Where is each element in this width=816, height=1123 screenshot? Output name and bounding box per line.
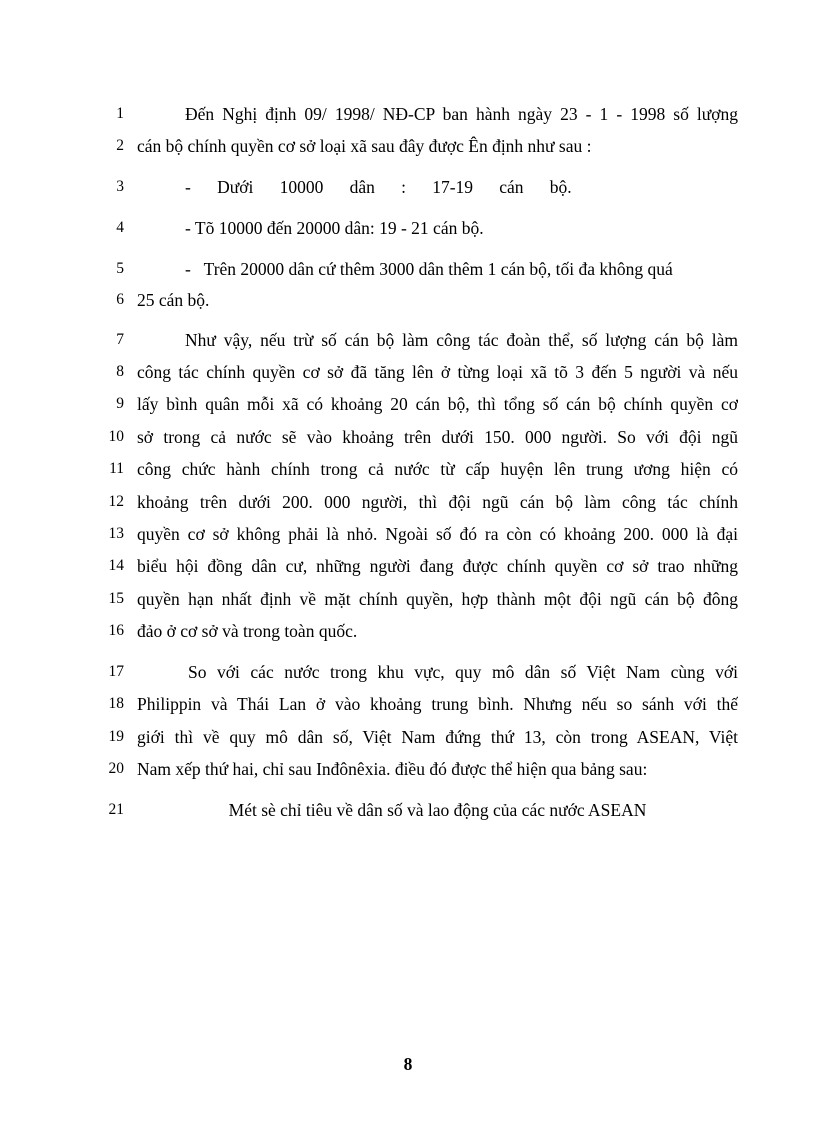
line-text: Như vậy, nếu trừ số cán bộ làm công tác đoàn thể, số lượng cán bộ làm xyxy=(185,330,738,350)
line-13 xyxy=(0,518,816,550)
line-number: 20 xyxy=(108,760,124,777)
line-text: So với các nước trong khu vực, quy mô dân số Việt Nam cùng với xyxy=(188,662,738,682)
line-number: 8 xyxy=(116,363,124,380)
line-number: 5 xyxy=(116,260,124,277)
line-text: 25 cán bộ. xyxy=(137,290,210,310)
line-11 xyxy=(0,453,816,485)
line-4 xyxy=(0,212,816,244)
line-5 xyxy=(0,253,816,285)
line-number: 1 xyxy=(116,105,124,122)
page-number: 8 xyxy=(403,1054,413,1074)
line-number: 19 xyxy=(108,728,124,745)
line-text: công tác chính quyền cơ sở đã tăng lên ở từng loại xã tõ 3 đến 5 người và nếu xyxy=(137,362,738,382)
line-2 xyxy=(0,130,816,162)
line-number: 6 xyxy=(116,291,124,308)
line-text: Nam xếp thứ hai, chỉ sau Inđônêxia. điều đó được thể hiện qua bảng sau: xyxy=(137,759,648,779)
line-number: 13 xyxy=(108,525,124,542)
line-number: 18 xyxy=(108,695,124,712)
line-text: - Dưới 10000 dân : 17-19 cán bộ. xyxy=(185,177,572,197)
line-text: - Trên 20000 dân cứ thêm 3000 dân thêm 1 cán bộ, tối đa không quá xyxy=(185,259,673,279)
line-text: - Tõ 10000 đến 20000 dân: 19 - 21 cán bộ. xyxy=(185,218,484,238)
line-text: Đến Nghị định 09/ 1998/ NĐ-CP ban hành ngày 23 - 1 - 1998 số lượng xyxy=(185,104,738,124)
line-number: 7 xyxy=(116,331,124,348)
line-text: cán bộ chính quyền cơ sở loại xã sau đây được Ên định như sau : xyxy=(137,136,592,156)
line-number: 14 xyxy=(108,557,124,574)
line-text: Philippin và Thái Lan ở vào khoảng trung bình. Nhưng nếu so sánh với thế xyxy=(137,694,738,714)
line-18 xyxy=(0,688,816,720)
line-number: 17 xyxy=(108,663,124,680)
line-12 xyxy=(0,486,816,518)
line-8 xyxy=(0,356,816,388)
line-number: 4 xyxy=(116,219,124,236)
line-6 xyxy=(0,284,816,316)
line-9 xyxy=(0,388,816,420)
line-number: 21 xyxy=(108,801,124,818)
line-7 xyxy=(0,324,816,356)
line-number: 15 xyxy=(108,590,124,607)
line-number: 16 xyxy=(108,622,124,639)
line-15 xyxy=(0,583,816,615)
line-3 xyxy=(0,171,816,203)
line-number: 3 xyxy=(116,178,124,195)
line-text: sở trong cả nước sẽ vào khoảng trên dưới 150. 000 người. So với đội ngũ xyxy=(137,427,738,447)
line-21 xyxy=(0,794,816,826)
line-text: khoảng trên dưới 200. 000 người, thì đội ngũ cán bộ làm công tác chính xyxy=(137,492,738,512)
line-text: giới thì về quy mô dân số, Việt Nam đứng thứ 13, còn trong ASEAN, Việt xyxy=(137,727,738,747)
line-number: 12 xyxy=(108,493,124,510)
line-text: lấy bình quân mỗi xã có khoảng 20 cán bộ, thì tổng số cán bộ chính quyền cơ xyxy=(137,394,738,414)
line-1 xyxy=(0,98,816,130)
line-17 xyxy=(0,656,816,688)
line-10 xyxy=(0,421,816,453)
line-text: quyền cơ sở không phải là nhỏ. Ngoài số đó ra còn có khoảng 200. 000 là đại xyxy=(137,524,738,544)
line-16 xyxy=(0,615,816,647)
line-text: quyền hạn nhất định về mặt chính quyền, hợp thành một đội ngũ cán bộ đông xyxy=(137,589,738,609)
line-14 xyxy=(0,550,816,582)
line-number: 9 xyxy=(116,395,124,412)
line-number: 2 xyxy=(116,137,124,154)
line-19 xyxy=(0,721,816,753)
line-text: đảo ở cơ sở và trong toàn quốc. xyxy=(137,621,358,641)
line-text: công chức hành chính trong cả nước từ cấp huyện lên trung ương hiện có xyxy=(137,459,738,479)
line-20 xyxy=(0,753,816,785)
line-number: 11 xyxy=(109,460,124,477)
table-caption: Mét sè chỉ tiêu về dân số và lao động của các nước ASEAN xyxy=(228,800,647,820)
line-number: 10 xyxy=(108,428,124,445)
line-text: biểu hội đồng dân cư, những người đang được chính quyền cơ sở trao những xyxy=(137,556,738,576)
